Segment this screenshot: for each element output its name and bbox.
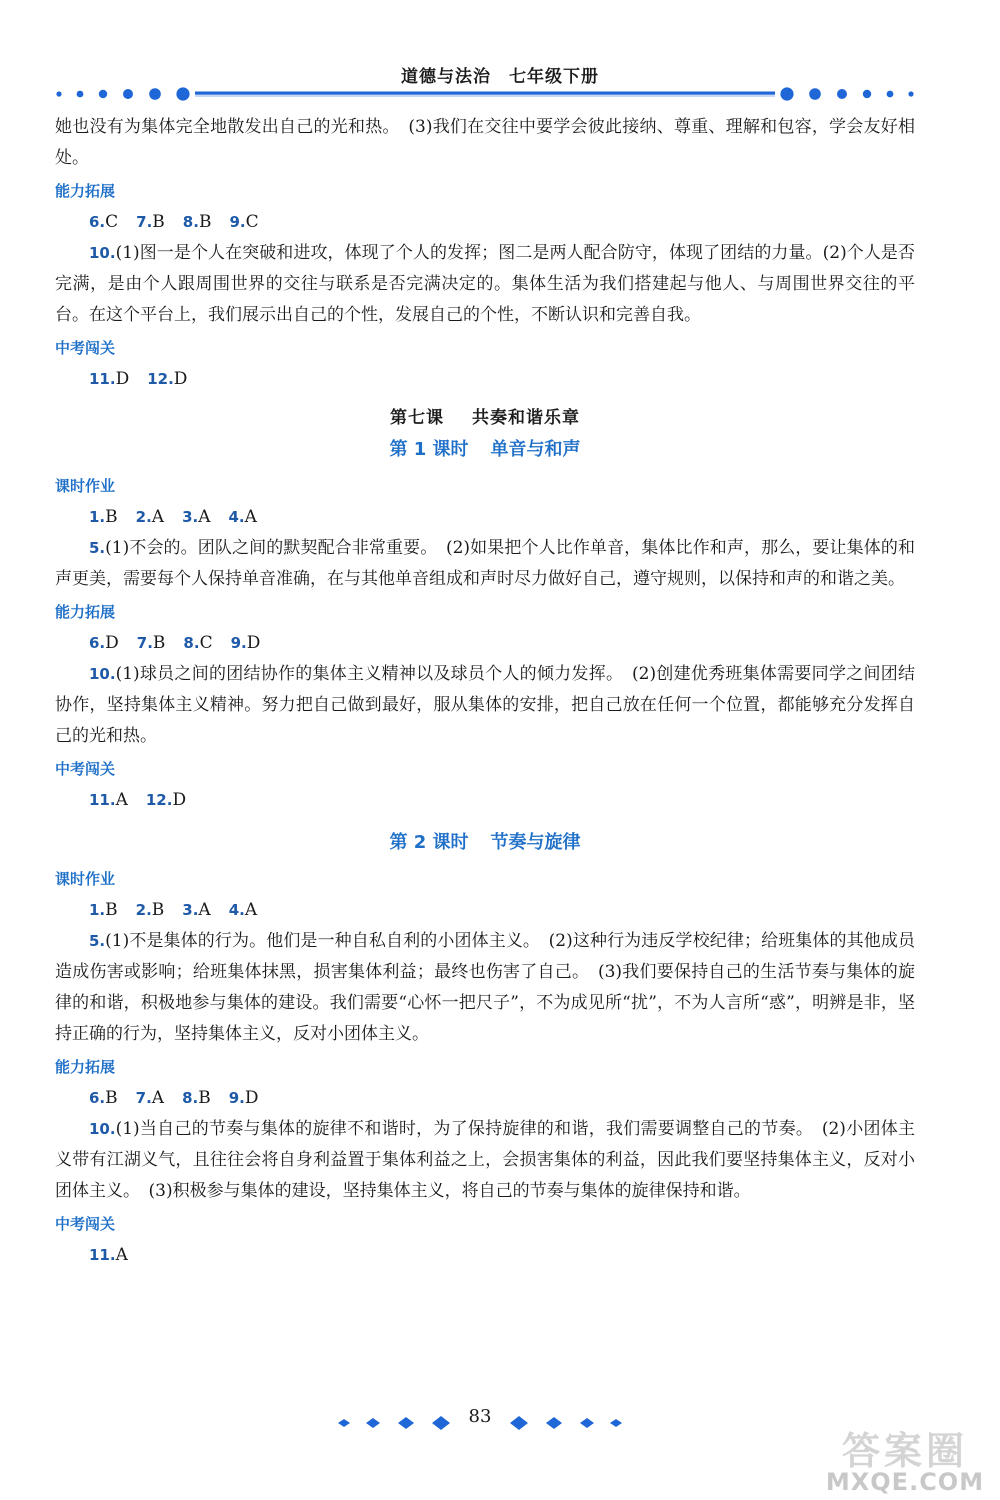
watermark-url: MXQE.COM [825,1468,985,1496]
question-number: 1. [89,901,106,919]
answer-letter: C [105,212,119,232]
answer-letter: B [152,633,166,653]
answer-item [89,1083,118,1114]
period-title [55,433,915,467]
question-number: 2. [135,508,152,526]
period-title [55,826,915,860]
answer-letter: A [244,507,257,527]
answer-item [136,502,164,533]
answer-row [55,1240,915,1271]
answer-item [229,207,258,238]
answer-letter: D [115,369,130,389]
question-number: 8. [183,634,200,652]
answer-letter: D [244,1088,259,1108]
answer-letter: D [105,633,119,653]
answer-item [183,628,212,659]
section-heading: 能力拓展 [55,603,116,621]
question-number: 5. [89,932,106,950]
question-number: 6. [89,634,106,652]
section-heading: 中考闯关 [55,1215,116,1233]
question-number: 1. [89,508,106,526]
answer-item [89,628,119,659]
answer-item [182,1083,211,1114]
answer-item [89,207,118,238]
question-number: 4. [228,901,245,919]
answer-row [55,207,915,238]
answer-row [55,1083,915,1114]
running-header-title: 道德与法治 七年级下册 [401,67,599,87]
numbered-answer [55,926,915,1050]
answer-item [89,895,118,926]
period-name: 单音与和声 [490,439,581,460]
answer-letter: B [105,900,118,920]
question-number: 9. [230,634,247,652]
answer-row [55,364,915,395]
section-heading: 课时作业 [55,870,116,888]
question-number: 11. [89,791,116,809]
numbered-answer [55,1114,915,1207]
answer-item [229,1083,259,1114]
answer-letter: C [199,633,213,653]
lesson-number: 第七课 [390,408,444,428]
section-heading: 课时作业 [55,477,116,495]
answer-letter: B [198,1088,211,1108]
answer-letter: B [198,212,212,232]
answer-item [147,364,187,395]
question-number: 7. [136,634,153,652]
question-number: 8. [182,1089,199,1107]
answer-item [89,785,128,816]
question-number: 10. [89,1120,116,1138]
answer-item [137,628,166,659]
answer-letter: B [105,507,118,527]
question-number: 4. [228,508,245,526]
answer-letter: B [152,212,165,232]
answer-letter: B [105,1088,118,1108]
answer-item [228,502,256,533]
answer-text: (1)当自己的节奏与集体的旋律不和谐时，为了保持旋律的和谐，我们需要调整自己的节奏。 (2)小团体主义带有江湖义气，且往往会将自身利益置于集体利益之上，会损害集体的利益，因此我们要坚持集体主义，反对小团体主义。 (3)积极参与集体的建设，坚持集体主义，将自己的节奏与集体的旋律保持和谐。 [55,1119,915,1201]
lesson-name: 共奏和谐乐章 [472,408,580,428]
question-number: 12. [147,370,174,388]
period-number: 第 2 课时 [389,832,469,853]
answer-letter: A [198,900,211,920]
answer-item [182,502,210,533]
section-heading: 中考闯关 [55,760,116,778]
question-number: 9. [228,1089,245,1107]
answer-letter: B [151,900,165,920]
answer-row [55,895,915,926]
numbered-answer [55,533,915,595]
question-number: 3. [182,901,199,919]
question-number: 6. [89,1089,106,1107]
page-number: 83 [468,1406,492,1427]
answer-content [55,112,915,1271]
numbered-answer [55,238,915,331]
answer-letter: A [151,507,165,527]
question-number: 5. [89,539,106,557]
answer-letter: A [151,1088,165,1108]
section-heading: 能力拓展 [55,182,116,200]
section-heading: 中考闯关 [55,339,116,357]
answer-item [183,207,212,238]
answer-text: (1)不会的。团队之间的默契配合非常重要。 (2)如果把个人比作单音，集体比作和声，那么，要让集体的和声更美，需要每个人保持单音准确，在与其他单音组成和声时尽力做好自己，遵守规则，以保持和声的和谐之美。 [55,538,915,589]
answer-item [136,895,165,926]
question-number: 3. [182,508,199,526]
answer-item [136,1083,164,1114]
period-number: 第 1 课时 [389,439,469,460]
answer-row [55,502,915,533]
answer-letter: C [245,212,259,232]
question-number: 7. [136,213,153,231]
watermark-logo: 答案圈 [841,1429,968,1473]
answer-letter: D [172,790,187,810]
question-number: 10. [89,665,116,683]
lesson-title [55,403,915,433]
question-number: 7. [135,1089,152,1107]
answer-item [146,785,186,816]
question-number: 2. [135,901,152,919]
question-number: 10. [89,244,116,262]
question-number: 8. [182,213,199,231]
answer-row [55,785,915,816]
question-number: 9. [229,213,246,231]
answer-letter: D [246,633,261,653]
answer-item [89,1240,128,1271]
answer-item [182,895,210,926]
answer-item [231,628,261,659]
answer-text: (1)不是集体的行为。他们是一种自私自利的小团体主义。 (2)这种行为违反学校纪律；给班集体的其他成员造成伤害或影响；给班集体抹黑，损害集体利益；最终也伤害了自己。 (3)我们要保持自己的生活节奏与集体的旋律的和谐，积极地参与集体的建设。我们需要“心怀一把尺子”，不为成见所“扰”，不为人言所“惑”，明辨是非，坚持正确的行为，坚持集体主义，反对小团体主义。 [55,931,915,1044]
question-number: 11. [89,370,116,388]
question-number: 6. [89,213,106,231]
answer-letter: D [173,369,188,389]
answer-text: (1)球员之间的团结协作的集体主义精神以及球员个人的倾力发挥。 (2)创建优秀班集体需要同学之间团结协作，坚持集体主义精神。努力把自己做到最好，服从集体的安排，把自己放在任何一个位置，都能够充分发挥自己的光和热。 [55,664,915,746]
answer-row [55,628,915,659]
answer-letter: A [115,790,128,810]
question-number: 12. [145,791,173,809]
question-number: 11. [89,1246,116,1264]
period-name: 节奏与旋律 [490,832,581,853]
numbered-answer [55,659,915,752]
header-rule-decoration [55,84,915,104]
answer-item [89,364,129,395]
answer-item [136,207,165,238]
answer-text: (1)图一是个人在突破和进攻，体现了个人的发挥；图二是两人配合防守，体现了团结的力量。(2)个人是否完满，是由个人跟周围世界的交往与联系是否完满决定的。集体生活为我们搭建起与他人、与周围世界交往的平台。在这个平台上，我们展示出自己的个性，发展自己的个性，不断认识和完善自我。 [55,243,915,325]
answer-item [89,502,118,533]
answer-letter: A [244,900,258,920]
section-heading: 能力拓展 [55,1058,116,1076]
answer-item [229,895,257,926]
answer-letter: A [198,507,211,527]
answer-letter: A [115,1245,128,1265]
paragraph: 她也没有为集体完全地散发出自己的光和热。 (3)我们在交往中要学会彼此接纳、尊重、理解和包容，学会友好相处。 [55,117,915,168]
